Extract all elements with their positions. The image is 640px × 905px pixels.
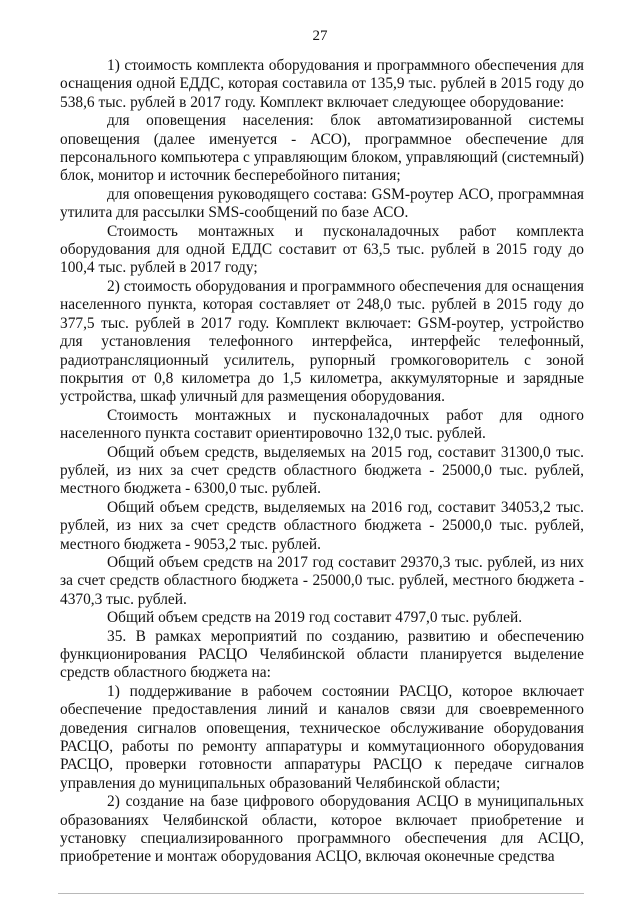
paragraph-funding-2019: Общий объем средств на 2019 год составит 4797,0 тыс. рублей. [107, 609, 523, 627]
paragraph-equipment-cost-settlement: 2) стоимость оборудования и программного обеспечения для оснащения населенного пункта, которая составляет от 248,0 тыс. рублей в 2015 году до 377,5 тыс. рублей в 2017 году. Комплект включает: GSM-роутер, устройство для установления телефонного интерфейса, интерфейс телефонный, радиотрансляционный усилитель, рупорный громкоговоритель с зоной покрытия от 0,8 километра до 1,5 километра, аккумуляторные и зарядные устройства, шкаф уличный для размещения оборудования. [60, 277, 584, 406]
scan-bottom-edge [58, 893, 584, 894]
paragraph-management-alerting: для оповещения руководящего состава: GSM-роутер АСО, программная утилита для рассылки SMS-сообщений по базе АСО. [60, 185, 584, 222]
paragraph-funding-2015: Общий объем средств, выделяемых на 2015 год, составит 31300,0 тыс. рублей, из них за счет средств областного бюджета - 25000,0 тыс. рублей, местного бюджета - 6300,0 тыс. рублей. [60, 443, 584, 498]
paragraph-equipment-cost-edds: 1) стоимость комплекта оборудования и программного обеспечения для оснащения одной ЕДДС, которая составила от 135,9 тыс. рублей в 2015 году до 538,6 тыс. рублей в 2017 году. Комплект включает следующее оборудование: [60, 57, 584, 111]
paragraph-rasco-maintenance: 1) поддерживание в рабочем состоянии РАСЦО, которое включает обеспечение предоставления линий и каналов связи для своевременного доведения сигналов оповещения, техническое обслуживание оборудования РАСЦО, работы по ремонту аппаратуры и коммутационного оборудования РАСЦО, проверки готовности аппаратуры РАСЦО к передаче сигналов управления до муниципальных образований Челябинской области; [60, 682, 584, 792]
paragraph-installation-cost-edds: Стоимость монтажных и пусконаладочных работ комплекта оборудования для одной ЕДДС составит от 63,5 тыс. рублей в 2015 году до 100,4 тыс. рублей в 2017 году; [60, 222, 584, 277]
paragraph-installation-cost-settlement: Стоимость монтажных и пусконаладочных работ для одного населенного пункта составит ориентировочно 132,0 тыс. рублей. [60, 406, 584, 443]
paragraph-population-alerting: для оповещения населения: блок автоматизированной системы оповещения (далее именуется - АСО), программное обеспечение для персонального компьютера с управляющим блоком, управляющий (системный) блок, монитор и источник бесперебойного питания; [60, 112, 584, 185]
paragraph-asco-creation: 2) создание на базе цифрового оборудования АСЦО в муниципальных образованиях Челябинской области, которое включает приобретение и установку специализированного программного обеспечения для АСЦО, приобретение и монтаж оборудования АСЦО, включая оконечные средства [60, 793, 584, 866]
paragraph-funding-2016: Общий объем средств, выделяемых на 2016 год, составит 34053,2 тыс. рублей, из них за счет средств областного бюджета - 25000,0 тыс. рублей, местного бюджета - 9053,2 тыс. рублей. [60, 498, 584, 553]
paragraph-item-35: 35. В рамках мероприятий по созданию, развитию и обеспечению функционирования РАСЦО Челябинской области планируется выделение средств областного бюджета на: [60, 627, 584, 682]
paragraph-funding-2017: Общий объем средств на 2017 год составит 29370,3 тыс. рублей, из них за счет средств областного бюджета - 25000,0 тыс. рублей, местного бюджета - 4370,3 тыс. рублей. [60, 553, 584, 608]
page-number: 27 [312, 28, 328, 44]
document-body [60, 57, 584, 867]
